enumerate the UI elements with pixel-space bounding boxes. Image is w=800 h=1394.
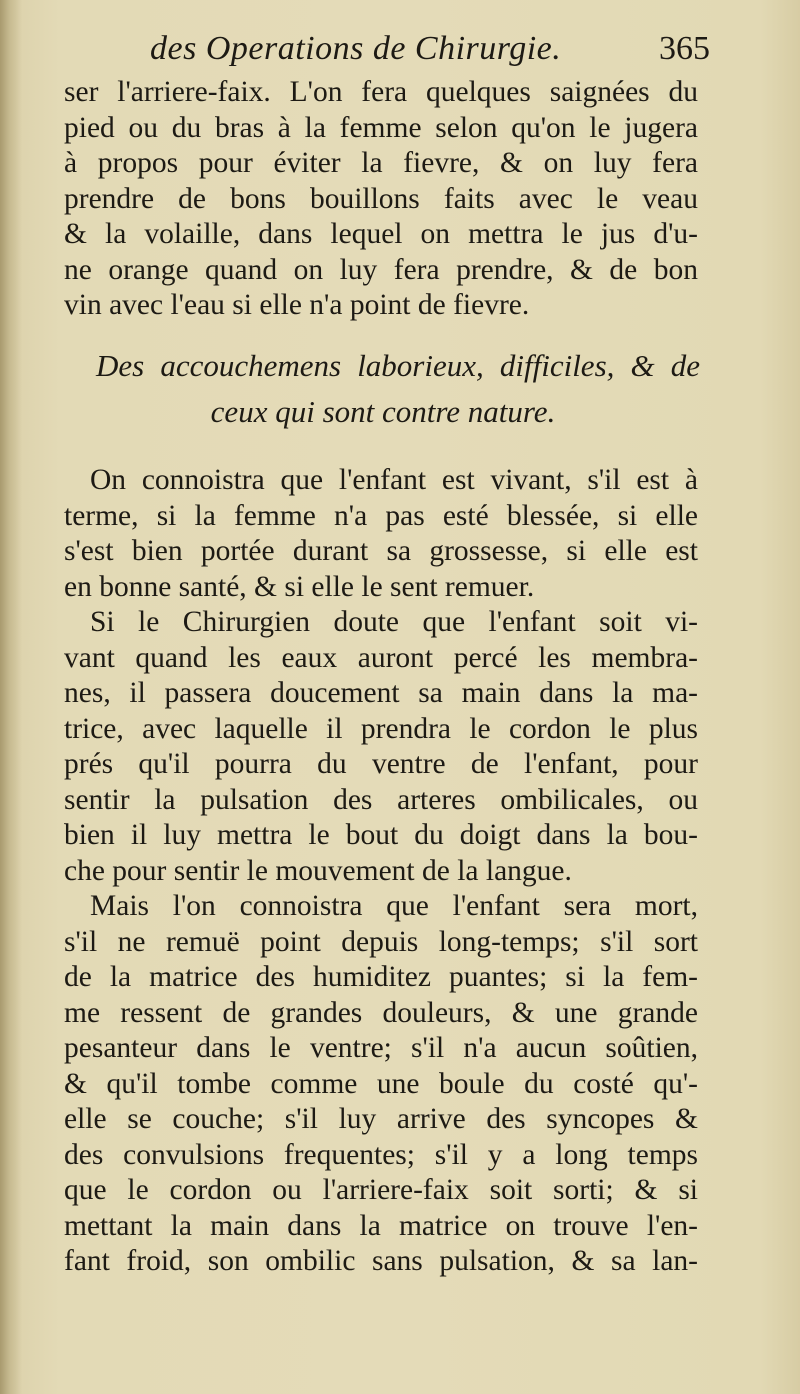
section-heading-line: Des accouchemens laborieux, difficiles, & de (96, 348, 700, 383)
body-text (64, 463, 698, 1280)
text-line: vant quand les eaux auront percé les membra- (64, 641, 698, 674)
text-line: me ressent de grandes douleurs, & une grande (64, 996, 698, 1029)
text-line: fant froid, son ombilic sans pulsation, & sa lan- (64, 1245, 698, 1277)
text-line: On connoistra que l'enfant est vivant, s'il est à (90, 464, 698, 496)
text-line: Si le Chirurgien doute que l'enfant soit vi- (90, 606, 698, 638)
text-line: nes, il passera doucement sa main dans la ma- (64, 677, 698, 709)
page-header (150, 30, 710, 80)
text-line: s'est bien portée durant sa grossesse, si elle est (64, 535, 698, 567)
page-number: 365 (659, 30, 710, 67)
text-line: de la matrice des humiditez puantes; si la fem- (64, 961, 698, 993)
text-line: pied ou du bras à la femme selon qu'on le jugera (64, 111, 698, 144)
text-line: ser l'arriere-faix. L'on fera quelques saignées du (64, 76, 698, 108)
text-line: s'il ne remuë point depuis long-temps; s'il sort (64, 925, 698, 958)
text-line: & qu'il tombe comme une boule du costé qu'- (64, 1067, 698, 1100)
text-line: prés qu'il pourra du ventre de l'enfant, pour (64, 748, 698, 780)
text-line: des convulsions frequentes; s'il y a long temps (64, 1138, 698, 1171)
text-line: trice, avec laquelle il prendra le cordon le plus (64, 712, 698, 745)
text-line: vin avec l'eau si elle n'a point de fievre. (64, 289, 530, 321)
text-line: elle se couche; s'il luy arrive des syncopes & (64, 1103, 698, 1135)
text-line: & la volaille, dans lequel on mettra le jus d'u- (64, 218, 698, 250)
text-line: sentir la pulsation des arteres ombilicales, ou (64, 783, 698, 816)
text-line: bien il luy mettra le bout du doigt dans la bou- (64, 819, 698, 851)
paragraph-top (64, 75, 698, 324)
text-line: en bonne santé, & si elle le sent remuer. (64, 570, 535, 603)
page-gutter-shadow (0, 0, 22, 1394)
section-heading-line: ceux qui sont contre nature. (210, 394, 556, 429)
text-line: che pour sentir le mouvement de la langue. (64, 854, 572, 887)
text-line: Mais l'on connoistra que l'enfant sera mort, (90, 890, 698, 922)
text-line: à propos pour éviter la fievre, & on luy fera (64, 147, 698, 179)
running-title: des Operations de Chirurgie. (150, 30, 562, 67)
text-line: mettant la main dans la matrice on trouve l'en- (64, 1209, 698, 1242)
text-line: prendre de bons bouillons faits avec le veau (64, 182, 698, 215)
text-line: pesanteur dans le ventre; s'il n'a aucun soûtien, (64, 1032, 698, 1064)
text-line: ne orange quand on luy fera prendre, & de bon (64, 253, 698, 286)
section-heading (96, 343, 700, 435)
text-line: que le cordon ou l'arriere-faix soit sorti; & si (64, 1174, 698, 1206)
text-line: terme, si la femme n'a pas esté blessée, si elle (64, 499, 698, 532)
